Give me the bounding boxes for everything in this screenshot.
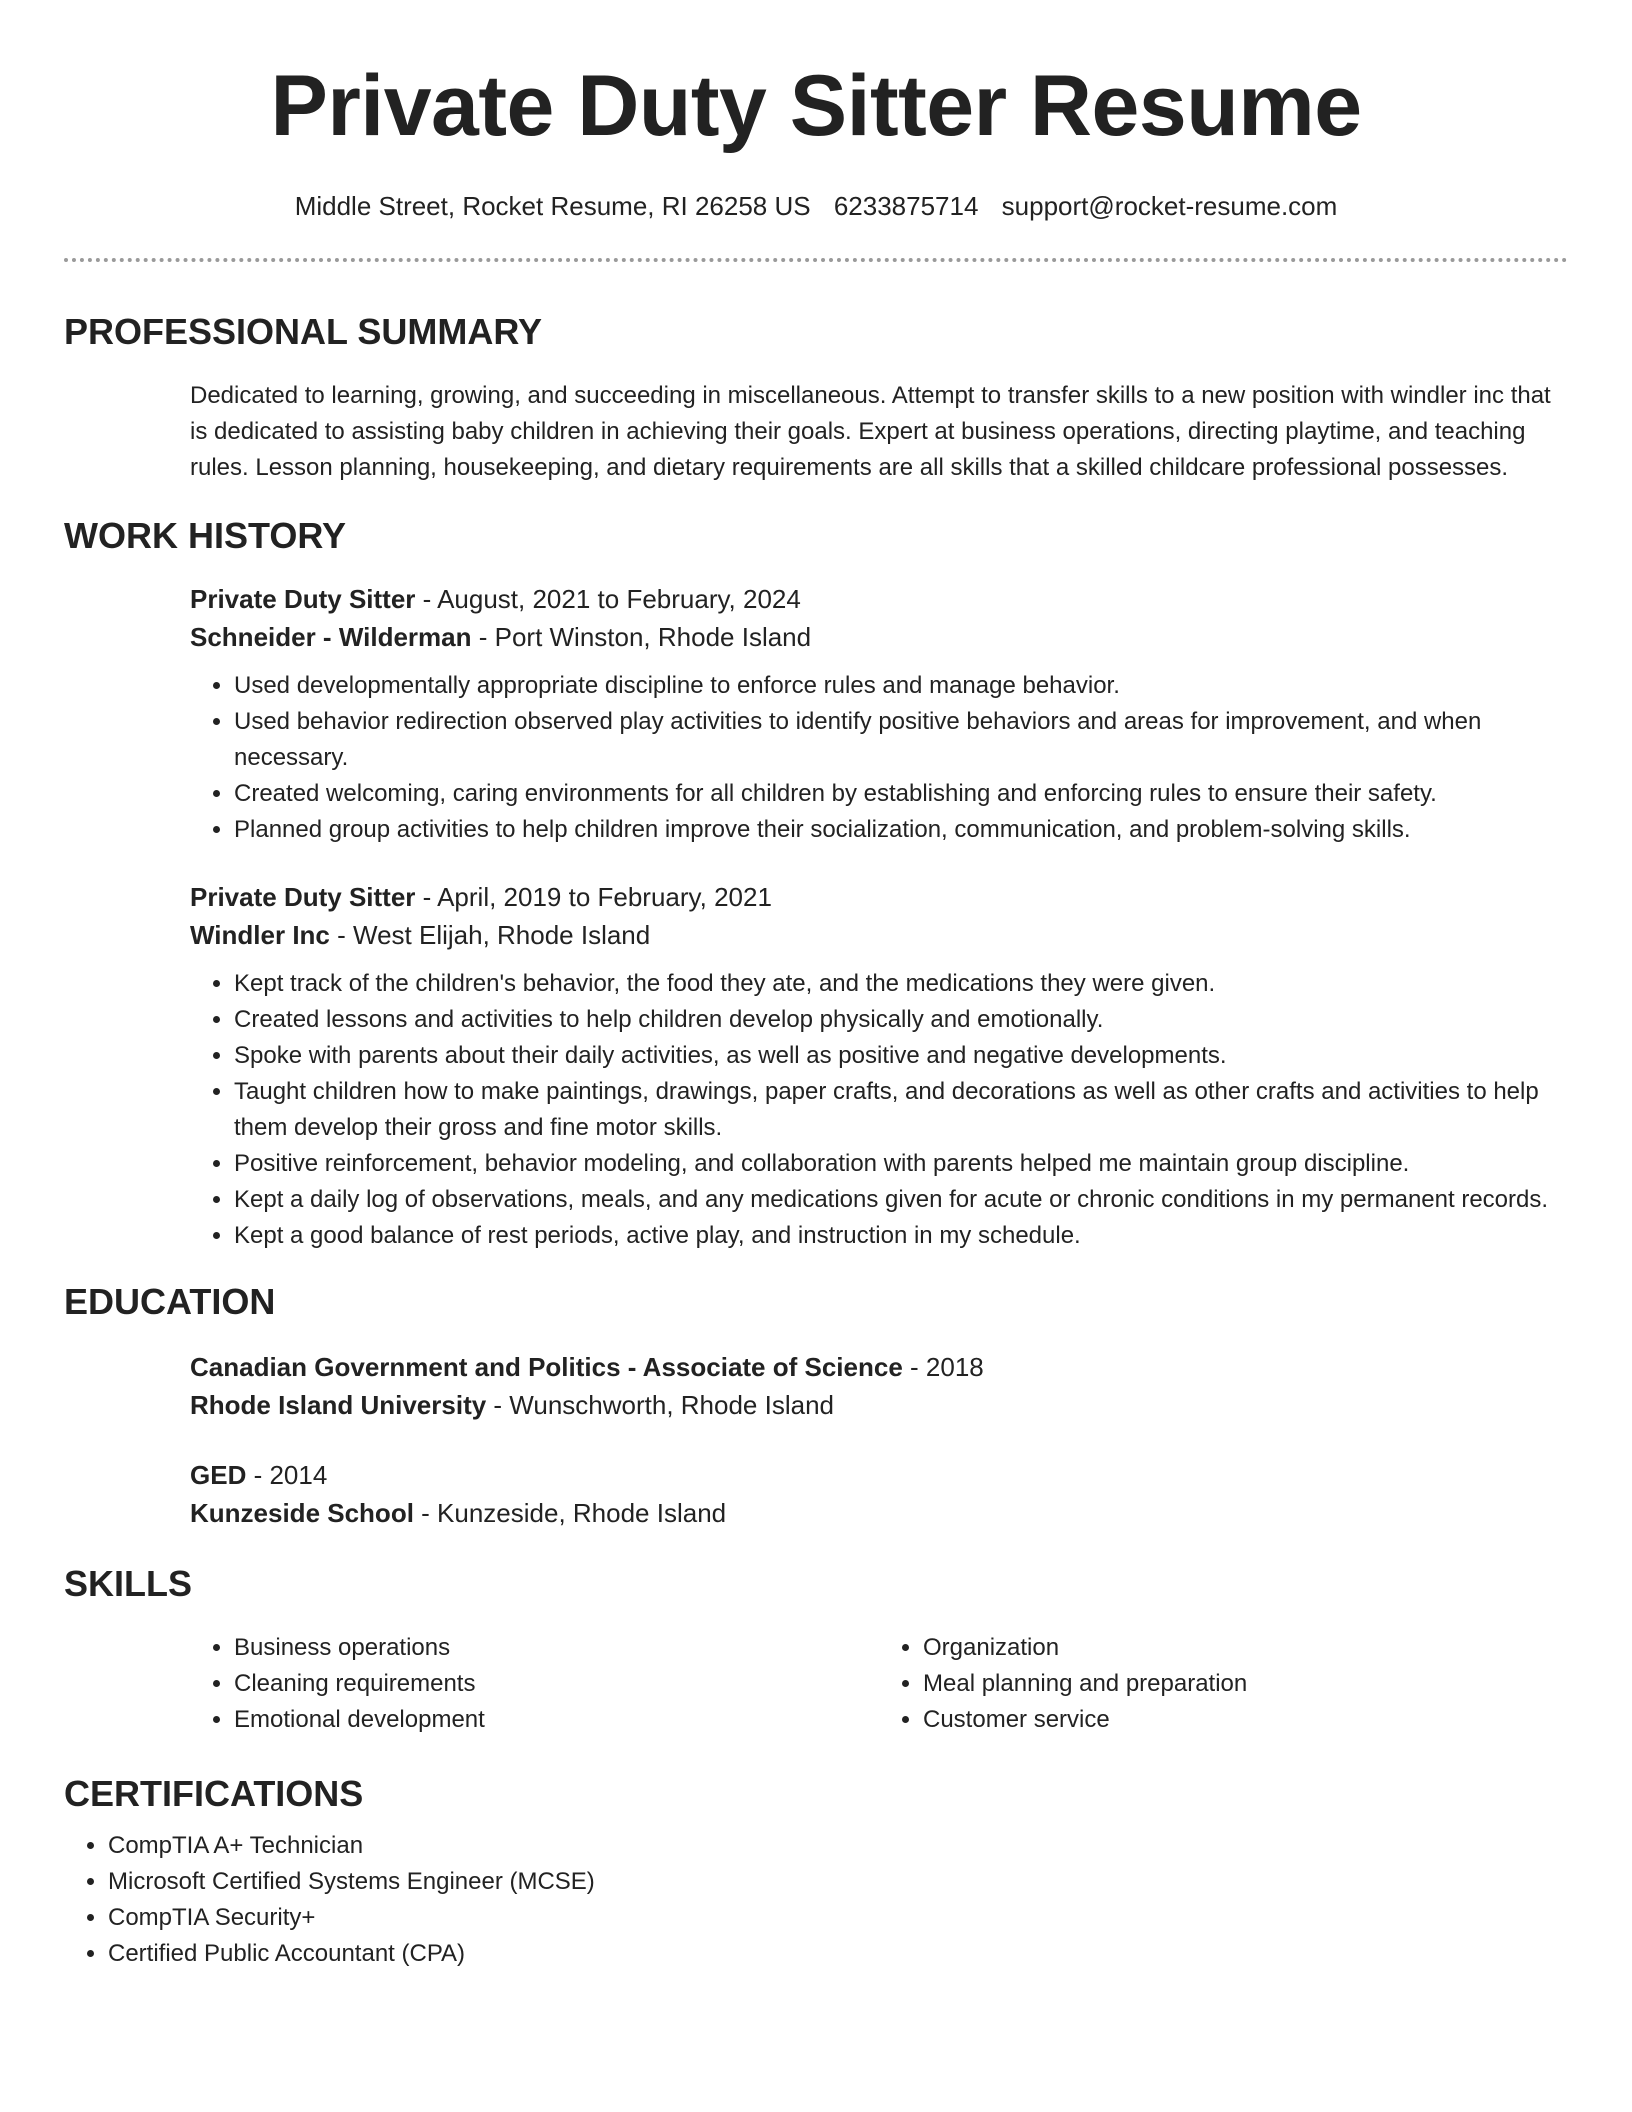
- job-title-line: [190, 580, 1568, 618]
- education-entry: [190, 1456, 1568, 1532]
- contact-phone: 6233875714: [833, 191, 979, 221]
- education-school-line: [190, 1494, 1568, 1532]
- skills-column-left: [190, 1630, 879, 1738]
- list-item: • Created welcoming, caring environments for all children by establishing and enforcing rules to ensure their safety.: [234, 776, 1568, 812]
- education-year: - 2014: [246, 1460, 328, 1490]
- education-degree-line: [190, 1456, 1568, 1494]
- job-entry: [190, 580, 1568, 848]
- skills-heading: SKILLS: [64, 1563, 193, 1604]
- job-company-line: [190, 618, 1568, 656]
- skills-section: [64, 1562, 1568, 1738]
- certifications-section: [64, 1772, 1568, 1972]
- list-item: • Emotional development: [234, 1702, 879, 1738]
- education-school: Rhode Island University: [190, 1390, 487, 1420]
- list-item: • Created lessons and activities to help children develop physically and emotionally.: [234, 1002, 1568, 1038]
- list-item: • Business operations: [234, 1630, 879, 1666]
- header-divider: [64, 258, 1568, 262]
- list-item: • Customer service: [923, 1702, 1568, 1738]
- education-school: Kunzeside School: [190, 1498, 414, 1528]
- summary-section: [64, 310, 1568, 486]
- education-section: [64, 1280, 1568, 1532]
- list-item: • CompTIA Security+: [108, 1900, 1568, 1936]
- job-company: Windler Inc: [190, 920, 330, 950]
- list-item: • Certified Public Accountant (CPA): [108, 1936, 1568, 1972]
- job-dates: - April, 2019 to February, 2021: [415, 882, 772, 912]
- skills-column-right: [879, 1630, 1568, 1738]
- skills-grid: [190, 1630, 1568, 1738]
- list-item: • Kept a good balance of rest periods, active play, and instruction in my schedule.: [234, 1218, 1568, 1254]
- contact-email: support@rocket-resume.com: [1001, 191, 1338, 221]
- certifications-heading: CERTIFICATIONS: [64, 1773, 364, 1814]
- job-company: Schneider - Wilderman: [190, 622, 472, 652]
- job-location: - West Elijah, Rhode Island: [329, 920, 651, 950]
- list-item: • Positive reinforcement, behavior modeling, and collaboration with parents helped me maintain group discipline.: [234, 1146, 1568, 1182]
- education-location: - Kunzeside, Rhode Island: [413, 1498, 727, 1528]
- list-item: • Taught children how to make paintings, drawings, paper crafts, and decorations as well as other crafts and activities to help them develop their gross and fine motor skills.: [234, 1074, 1568, 1146]
- summary-heading: PROFESSIONAL SUMMARY: [64, 311, 543, 352]
- job-entry: [190, 878, 1568, 1254]
- list-item: • CompTIA A+ Technician: [108, 1828, 1568, 1864]
- job-dates: - August, 2021 to February, 2024: [415, 584, 801, 614]
- list-item: • Kept a daily log of observations, meals, and any medications given for acute or chronic conditions in my permanent records.: [234, 1182, 1568, 1218]
- list-item: • Spoke with parents about their daily activities, as well as positive and negative developments.: [234, 1038, 1568, 1074]
- education-heading: EDUCATION: [64, 1281, 276, 1322]
- job-bullets: [190, 668, 1568, 848]
- list-item: • Organization: [923, 1630, 1568, 1666]
- work-section: [64, 514, 1568, 1254]
- list-item: • Microsoft Certified Systems Engineer (MCSE): [108, 1864, 1568, 1900]
- education-entry: [190, 1348, 1568, 1424]
- certifications-list: [64, 1828, 1568, 1972]
- job-role: Private Duty Sitter: [190, 584, 416, 614]
- job-location: - Port Winston, Rhode Island: [471, 622, 812, 652]
- job-company-line: [190, 916, 1568, 954]
- contact-line: [64, 188, 1568, 224]
- list-item: • Cleaning requirements: [234, 1666, 879, 1702]
- job-role: Private Duty Sitter: [190, 882, 416, 912]
- work-heading: WORK HISTORY: [64, 515, 347, 556]
- education-school-line: [190, 1386, 1568, 1424]
- list-item: • Used behavior redirection observed play activities to identify positive behaviors and areas for improvement, and when necessary.: [234, 704, 1568, 776]
- job-title-line: [190, 878, 1568, 916]
- page-title: Private Duty Sitter Resume: [270, 58, 1362, 154]
- education-degree: GED: [190, 1460, 247, 1490]
- education-location: - Wunschworth, Rhode Island: [486, 1390, 834, 1420]
- list-item: • Used developmentally appropriate discipline to enforce rules and manage behavior.: [234, 668, 1568, 704]
- summary-text: Dedicated to learning, growing, and succeeding in miscellaneous. Attempt to transfer skills to a new position with windler inc that is dedicated to assisting baby children in achieving their goals. Expert at business operations, directing playtime, and teaching rules. Lesson planning, housekeeping, and dietary requirements are all skills that a skilled childcare professional possesses.: [190, 382, 1551, 481]
- education-degree-line: [190, 1348, 1568, 1386]
- education-year: - 2018: [902, 1352, 984, 1382]
- education-degree: Canadian Government and Politics - Associate of Science: [190, 1352, 903, 1382]
- list-item: • Meal planning and preparation: [923, 1666, 1568, 1702]
- job-bullets: [190, 966, 1568, 1254]
- list-item: • Planned group activities to help children improve their socialization, communication, and problem-solving skills.: [234, 812, 1568, 848]
- contact-address: Middle Street, Rocket Resume, RI 26258 US: [294, 191, 811, 221]
- list-item: • Kept track of the children's behavior, the food they ate, and the medications they were given.: [234, 966, 1568, 1002]
